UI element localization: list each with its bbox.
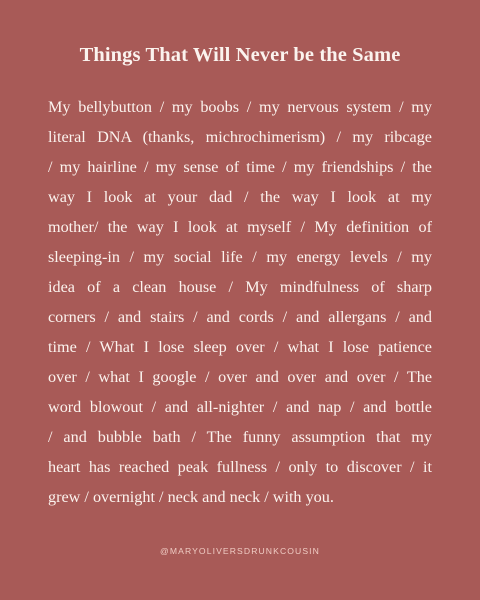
poem-line: My bellybutton / my boobs / my nervous system / my	[48, 98, 432, 116]
poem-line: heart has reached peak fullness / only to discover / it	[48, 458, 432, 476]
poem-body	[48, 92, 432, 512]
poem-line: time / What I lose sleep over / what I lose patience	[48, 338, 432, 356]
poem-line: idea of a clean house / My mindfulness of sharp	[48, 278, 432, 296]
poem-line: literal DNA (thanks, michrochimerism) / my ribcage	[48, 128, 432, 146]
poem-line: / and bubble bath / The funny assumption that my	[48, 428, 432, 446]
author-handle: @MARYOLIVERSDRUNKCOUSIN	[160, 546, 320, 556]
poem-line: / my hairline / my sense of time / my friendships / the	[48, 158, 432, 176]
poem-line: sleeping-in / my social life / my energy levels / my	[48, 248, 432, 266]
poem-line: over / what I google / over and over and over / The	[48, 368, 432, 386]
poem-line: mother/ the way I look at myself / My definition of	[48, 218, 432, 236]
poem-line: way I look at your dad / the way I look at my	[48, 188, 432, 206]
post-title: Things That Will Never be the Same	[79, 44, 401, 66]
poem-line: grew / overnight / neck and neck / with you.	[48, 488, 334, 506]
poem-line: corners / and stairs / and cords / and allergans / and	[48, 308, 432, 326]
poem-line: word blowout / and all-nighter / and nap / and bottle	[48, 398, 432, 416]
